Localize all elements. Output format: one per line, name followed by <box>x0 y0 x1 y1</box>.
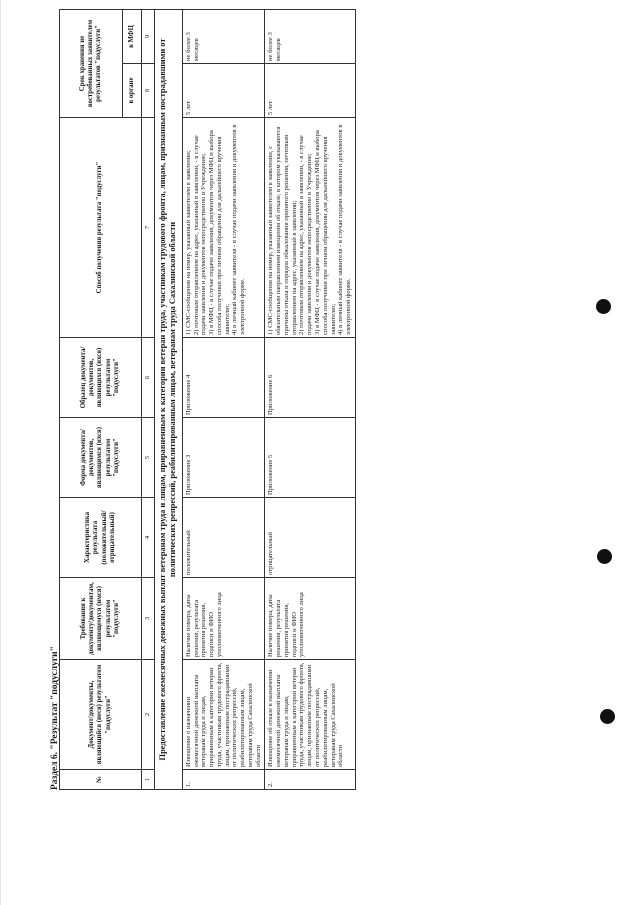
header-in-organ: в органе <box>123 64 142 118</box>
result-document: Извещение об отказе в назначении ежемесячной денежной выплаты ветеранам труда и лицам, приравненным к категории ветеран труда, участникам трудового фронта, лицам, признанным пострадавшими от политических репрессий, реабилитированным лицам, ветеранам труда Сахалинской области <box>265 660 355 770</box>
receipt-method <box>265 118 355 338</box>
document-form: Приложение 3 <box>182 418 265 498</box>
header-document: Документ/документы, являющийся (иеся) результатом "подуслуги" <box>60 660 142 770</box>
column-number-row <box>142 10 155 790</box>
header-sample: Образец документа/документов, являющихся (ихся) результатом "подуслуги" <box>60 338 142 418</box>
document-form: Приложение 5 <box>265 418 355 498</box>
header-requirements: Требования к документу/документам, являющемуся (имся) результатом "подуслуги" <box>60 578 142 660</box>
column-number: 9 <box>142 10 155 64</box>
document-sample: Приложение 6 <box>265 338 355 418</box>
result-characteristic: отрицательный <box>265 498 355 578</box>
storage-in-mfc: не более 3 месяцев <box>182 10 265 64</box>
column-number: 5 <box>142 418 155 498</box>
method-item: 3) в МФЦ - в случае подачи заявления, документов через МФЦ и выбора способа получения при личном обращении для дальнейшего вручения заявителю; <box>314 130 337 335</box>
column-number: 6 <box>142 338 155 418</box>
table-row <box>265 10 355 790</box>
header-no: № <box>60 770 142 790</box>
header-form: Форма документа/документов, являющимся (ихся) результатом "подуслуги" <box>60 418 142 498</box>
method-item: 1) СМС-сообщения на номер, указанный заявителем в заявлении, с обязательным направлением извещения об отказе, в котором указываются причины отказа и порядок обжалования принятого решения, почтовым отправлением на адрес, указанный в заявлении; <box>267 126 298 335</box>
table-row <box>182 10 265 790</box>
method-item: 3) в МФЦ - в случае подачи заявления, документов через МФЦ и выбора способа получения при личном обращении для дальнейшего вручения заявителю; <box>208 130 231 335</box>
column-number: 8 <box>142 64 155 118</box>
row-number: 1. <box>182 770 265 790</box>
header-in-mfc: в МФЦ <box>123 10 142 64</box>
rotated-page <box>45 0 634 800</box>
column-number: 2 <box>142 660 155 770</box>
column-number: 7 <box>142 118 155 338</box>
section-title: Раздел 6. "Результат "подуслуги" <box>50 646 60 790</box>
column-number: 1 <box>142 770 155 790</box>
document-requirements: Наличие номера, даты решения, результата принятия решения, подписи и ФИО уполномоченного лица <box>265 578 355 660</box>
method-item: 4) в личный кабинет заявителя - в случае подачи заявления и документов в электронной форме. <box>231 124 247 335</box>
storage-in-organ: 5 лет <box>182 64 265 118</box>
document-sample: Приложение 4 <box>182 338 265 418</box>
document-requirements: Наличие номера, даты решения, результата принятия решения, подписи и ФИО уполномоченного лица <box>182 578 265 660</box>
service-title: Предоставление ежемесячных денежных выплат ветеранам труда и лицам, приравненным к категории ветеран труда, участникам трудового фронта, лицам, признанным пострадавшими от политических репрессий, реабилитированным лицам, ветеранам труда Сахалинской области <box>154 10 182 790</box>
result-table <box>59 9 356 790</box>
result-characteristic: положительный <box>182 498 265 578</box>
column-number: 4 <box>142 498 155 578</box>
header-storage: Срок хранения не востребованных заявителем результатов "подуслуги" <box>60 10 123 118</box>
receipt-method <box>182 118 265 338</box>
column-number: 3 <box>142 578 155 660</box>
storage-in-organ: 5 лет <box>265 64 355 118</box>
method-item: 2) почтовым отправлением на адрес, указанный в заявлении, - в случае подачи заявления и документов непосредственно в Учреждение; <box>298 135 314 335</box>
storage-in-mfc: не более 3 месяцев <box>265 10 355 64</box>
header-method: Способ получения результата "подуслуги" <box>60 118 142 338</box>
method-item: 4) в личный кабинет заявителя - в случае подачи заявления и документов в электронной форме. <box>337 124 353 335</box>
row-number: 2. <box>265 770 355 790</box>
service-title-row <box>154 10 182 790</box>
result-document: Извещение о назначении ежемесячной денежной выплаты ветеранам труда и лицам, приравненным к категории ветеран труда, участникам трудового фронта, лицам, признанным пострадавшими от политических репрессий, реабилитированным лицам, ветеранам труда Сахалинской области <box>182 660 265 770</box>
header-characteristic: Характеристика результата (положительный/отрицательный) <box>60 498 142 578</box>
method-item: 1) СМС-сообщения на номер, указанный заявителем в заявлении; <box>184 150 192 335</box>
header-row <box>60 10 123 790</box>
method-item: 2) почтовым отправлением на адрес, указанный в заявлении, - в случае подачи заявления и документов непосредственно в Учреждение; <box>192 135 208 335</box>
